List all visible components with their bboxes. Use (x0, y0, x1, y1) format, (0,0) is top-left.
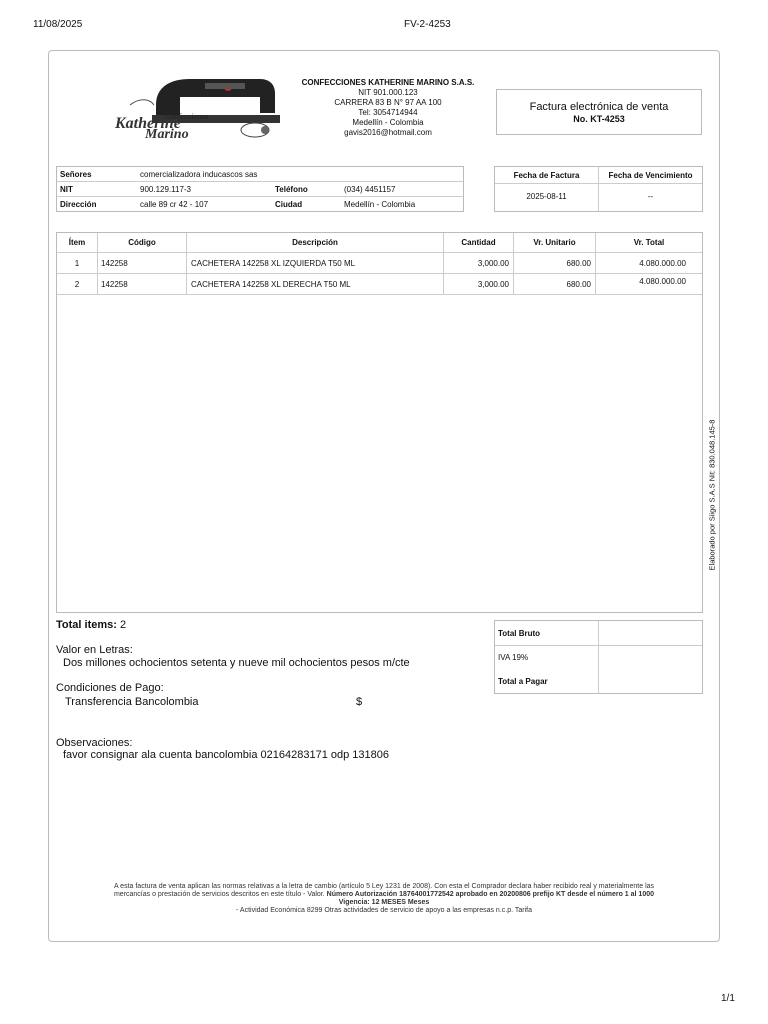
company-name: CONFECCIONES KATHERINE MARINO S.A.S. (301, 78, 475, 87)
company-info (285, 78, 491, 138)
total-items-label: Total items: (56, 619, 117, 631)
client-phone-label: Teléfono (275, 185, 308, 194)
totals-box (494, 620, 703, 694)
client-row-nit (57, 182, 463, 197)
table-row-2-quantity: 3,000.00 (444, 274, 514, 295)
client-row-address (57, 197, 463, 212)
logo-text-2: Katherine (115, 115, 181, 132)
client-address: calle 89 cr 42 - 107 (140, 200, 209, 209)
payment-label: Condiciones de Pago: (56, 682, 164, 694)
footer-authorization: Número Autorización 18764001772542 aprobado en 20200806 prefijo KT desde el número 1 al 1000 (326, 891, 655, 898)
payment-value: Transferencia Bancolombia (65, 696, 199, 708)
table-row-2-total: 4.080.000.00 (596, 274, 702, 295)
table-row-2-description: CACHETERA 142258 XL DERECHA T50 ML (187, 274, 444, 295)
col-header-unit-price: Vr. Unitario (514, 233, 596, 253)
iva-label: IVA 19% (498, 653, 529, 662)
client-address-label: Dirección (60, 200, 97, 209)
company-phone: Tel: 3054714944 (358, 108, 418, 117)
client-nit-label: NIT (60, 185, 73, 194)
page-number: 1/1 (721, 993, 735, 1004)
table-row-1-code: 142258 (98, 253, 187, 274)
client-name-label: Señores (60, 170, 92, 179)
invoice-title-box (496, 89, 702, 135)
table-row-2-item: 2 (57, 274, 98, 295)
totals-divider (598, 621, 599, 693)
items-table (56, 232, 703, 613)
invoice-title: Factura electrónica de venta (529, 101, 669, 113)
logo-text-3: Marino (145, 127, 189, 140)
client-city: Medellín - Colombia (344, 200, 416, 209)
total-to-pay-label: Total a Pagar (498, 677, 548, 686)
footer-activity: - Actividad Económica 8299 Otras actividades de servicio de apoyo a las empresas n.c.p. Tarifa (236, 907, 532, 914)
invoice-date: 2025-08-11 (495, 184, 599, 211)
sewing-machine-icon (110, 75, 285, 140)
col-header-code: Código (98, 233, 187, 253)
due-date: -- (647, 192, 654, 201)
print-doc-id: FV-2-4253 (404, 19, 451, 30)
letters-value: Dos millones ochocientos setenta y nueve mil ochocientos pesos m/cte (63, 657, 410, 669)
legal-footer (85, 883, 683, 915)
total-items-value: 2 (119, 619, 127, 631)
client-info-box (56, 166, 464, 212)
company-logo (110, 75, 285, 140)
client-row-name (57, 167, 463, 182)
col-header-item: Ítem (57, 233, 98, 253)
observations-label: Observaciones: (56, 737, 133, 749)
table-row-2-code: 142258 (98, 274, 187, 295)
totals-row-line (495, 645, 702, 646)
footer-line-1: A esta factura de venta aplican las normas relativas a la letra de cambio (artículo 5 Ley 1231 de 2008). Con esta el Comprador declara haber recibido real y materialmente las (113, 883, 655, 890)
company-email: gavis2016@hotmail.com (344, 128, 432, 137)
col-header-total: Vr. Total (596, 233, 702, 253)
footer-validity: Vigencia: 12 MESES Meses (338, 899, 430, 906)
currency-symbol: $ (356, 696, 363, 708)
dates-box (494, 166, 703, 212)
col-header-quantity: Cantidad (444, 233, 514, 253)
table-row-2-unit-price: 680.00 (514, 274, 596, 295)
total-items (56, 619, 126, 631)
footer-line-2: mercancías o prestación de servicios descritos en este título - Valor. (113, 891, 325, 898)
siigo-credit (704, 420, 720, 570)
table-row-1-quantity: 3,000.00 (444, 253, 514, 274)
company-address: CARRERA 83 B N° 97 AA 100 (334, 98, 442, 107)
due-date-label: Fecha de Vencimiento (599, 167, 702, 184)
client-name: comercializadora inducascos sas (140, 170, 258, 179)
print-date: 11/08/2025 (33, 19, 83, 30)
table-row-1-item: 1 (57, 253, 98, 274)
gross-total-label: Total Bruto (498, 629, 541, 638)
table-row-1-description: CACHETERA 142258 XL IZQUIERDA T50 ML (187, 253, 444, 274)
table-row-1-total: 4.080.000.00 (596, 253, 702, 274)
logo-text-1: Confecciones (165, 112, 209, 121)
invoice-number: No. KT-4253 (573, 114, 625, 124)
siigo-credit-text: Elaborado por Siigo S.A.S Nit: 830.048.145-8 (707, 419, 717, 571)
invoice-date-label: Fecha de Factura (495, 167, 599, 184)
company-city: Medellín - Colombia (352, 118, 424, 127)
col-header-description: Descripción (187, 233, 444, 253)
letters-label: Valor en Letras: (56, 644, 133, 656)
company-nit: NIT 901.000.123 (358, 88, 418, 97)
observations-value: favor consignar ala cuenta bancolombia 02164283171 odp 131806 (63, 749, 389, 761)
client-phone: (034) 4451157 (344, 185, 396, 194)
table-row-1-unit-price: 680.00 (514, 253, 596, 274)
client-city-label: Ciudad (275, 200, 303, 209)
client-nit: 900.129.117-3 (140, 185, 192, 194)
